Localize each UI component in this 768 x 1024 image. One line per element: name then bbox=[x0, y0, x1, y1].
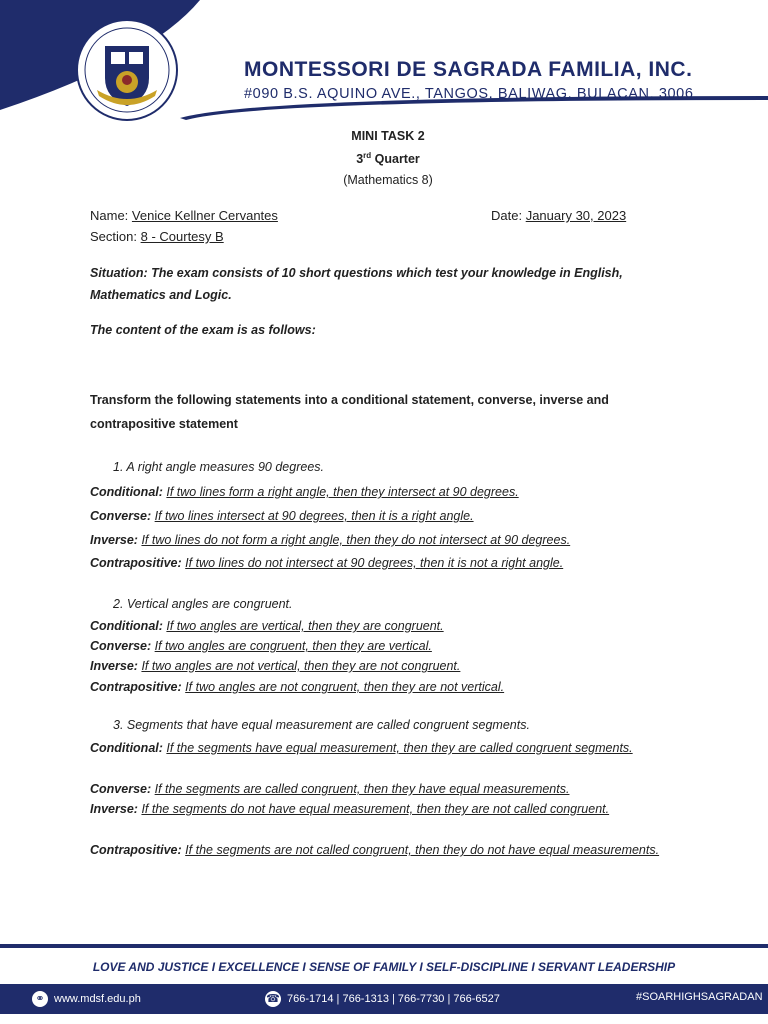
content-intro: The content of the exam is as follows: bbox=[90, 323, 316, 337]
item-3-conditional bbox=[90, 738, 690, 759]
inverse-answer: If the segments do not have equal measurement, then they are not called congruent. bbox=[141, 802, 610, 816]
globe-icon: ⚭ bbox=[32, 991, 48, 1007]
converse-answer: If the segments are called congruent, then they have equal measurements. bbox=[154, 782, 570, 796]
item-2-inverse bbox=[90, 656, 690, 677]
core-values: LOVE AND JUSTICE I EXCELLENCE I SENSE OF FAMILY I SELF-DISCIPLINE I SERVANT LEADERSHIP bbox=[92, 960, 676, 974]
instruction-text: Transform the following statements into a conditional statement, converse, inverse and contrapositive statement bbox=[90, 393, 609, 431]
item-2-contrapositive bbox=[90, 677, 690, 698]
inverse-answer: If two angles are not vertical, then they are not congruent. bbox=[141, 659, 461, 673]
hashtag: #SOARHIGHSAGRADAN bbox=[636, 991, 763, 1003]
section-label: Section: bbox=[90, 229, 137, 244]
inverse-label: Inverse: bbox=[90, 533, 138, 547]
conditional-answer: If two angles are vertical, then they are congruent. bbox=[166, 619, 444, 633]
inverse-label: Inverse: bbox=[90, 659, 138, 673]
phone-text: 766-1714 | 766-1313 | 766-7730 | 766-6527 bbox=[287, 992, 500, 1005]
school-seal-logo bbox=[75, 18, 179, 122]
item-3-contrapositive bbox=[90, 840, 690, 861]
school-name: MONTESSORI DE SAGRADA FAMILIA, INC. bbox=[244, 58, 693, 81]
quarter-word: Quarter bbox=[371, 152, 420, 167]
item-3-heading: 3. Segments that have equal measurement are called congruent segments. bbox=[113, 718, 530, 732]
letterhead-footer bbox=[0, 940, 768, 1024]
date-row bbox=[491, 208, 626, 223]
item-3-inverse bbox=[90, 799, 690, 820]
letterhead bbox=[0, 0, 768, 120]
title-subject: (Mathematics 8) bbox=[343, 173, 433, 188]
section-row bbox=[90, 229, 224, 244]
phone-icon: ☎ bbox=[266, 993, 280, 1005]
website-item bbox=[32, 991, 141, 1007]
item-1-converse bbox=[90, 506, 690, 527]
item-3-converse bbox=[90, 779, 690, 800]
footer-divider bbox=[0, 944, 768, 948]
name-value: Venice Kellner Cervantes bbox=[131, 208, 278, 223]
task-title bbox=[0, 126, 768, 191]
quarter-suffix: rd bbox=[363, 151, 372, 160]
title-quarter bbox=[0, 146, 768, 169]
contrapositive-answer: If the segments are not called congruent, then they do not have equal measurements. bbox=[185, 843, 660, 857]
date-value: January 30, 2023 bbox=[525, 208, 627, 223]
inverse-label: Inverse: bbox=[90, 802, 138, 816]
converse-answer: If two angles are congruent, then they are vertical. bbox=[154, 639, 432, 653]
contrapositive-label: Contrapositive: bbox=[90, 843, 182, 857]
date-label: Date: bbox=[491, 208, 523, 223]
name-label: Name: bbox=[90, 208, 129, 223]
contrapositive-label: Contrapositive: bbox=[90, 556, 182, 570]
conditional-label: Conditional: bbox=[90, 741, 163, 755]
item-1-contrapositive bbox=[90, 553, 690, 574]
contrapositive-answer: If two angles are not congruent, then they are not vertical. bbox=[185, 680, 505, 694]
title-mini-task: MINI TASK 2 bbox=[351, 129, 425, 143]
conditional-answer: If the segments have equal measurement, then they are called congruent segments. bbox=[166, 741, 633, 755]
item-2-conditional bbox=[90, 616, 690, 637]
quarter-number: 3 bbox=[356, 152, 364, 167]
item-1-heading: 1. A right angle measures 90 degrees. bbox=[113, 460, 325, 474]
section-value: 8 - Courtesy B bbox=[140, 229, 224, 244]
website-text: www.mdsf.edu.ph bbox=[54, 992, 141, 1005]
converse-answer: If two lines intersect at 90 degrees, then it is a right angle. bbox=[154, 509, 474, 523]
situation-text: Situation: The exam consists of 10 short questions which test your knowledge in English, Mathematics and Logic. bbox=[90, 266, 623, 302]
phone-item bbox=[265, 991, 500, 1007]
conditional-answer: If two lines form a right angle, then they intersect at 90 degrees. bbox=[166, 485, 519, 499]
contrapositive-label: Contrapositive: bbox=[90, 680, 182, 694]
item-2-converse bbox=[90, 636, 690, 657]
conditional-label: Conditional: bbox=[90, 485, 163, 499]
converse-label: Converse: bbox=[90, 782, 152, 796]
converse-label: Converse: bbox=[90, 509, 152, 523]
name-row bbox=[90, 208, 278, 223]
item-2-heading: 2. Vertical angles are congruent. bbox=[113, 597, 293, 611]
conditional-label: Conditional: bbox=[90, 619, 163, 633]
item-1-conditional bbox=[90, 482, 690, 503]
converse-label: Converse: bbox=[90, 639, 152, 653]
contrapositive-answer: If two lines do not intersect at 90 degrees, then it is not a right angle. bbox=[185, 556, 564, 570]
contact-bar bbox=[0, 984, 768, 1014]
school-address: #090 B.S. AQUINO AVE., TANGOS, BALIWAG, BULACAN, 3006 bbox=[244, 86, 694, 102]
item-1-inverse bbox=[90, 530, 690, 551]
inverse-answer: If two lines do not form a right angle, then they do not intersect at 90 degrees. bbox=[141, 533, 571, 547]
